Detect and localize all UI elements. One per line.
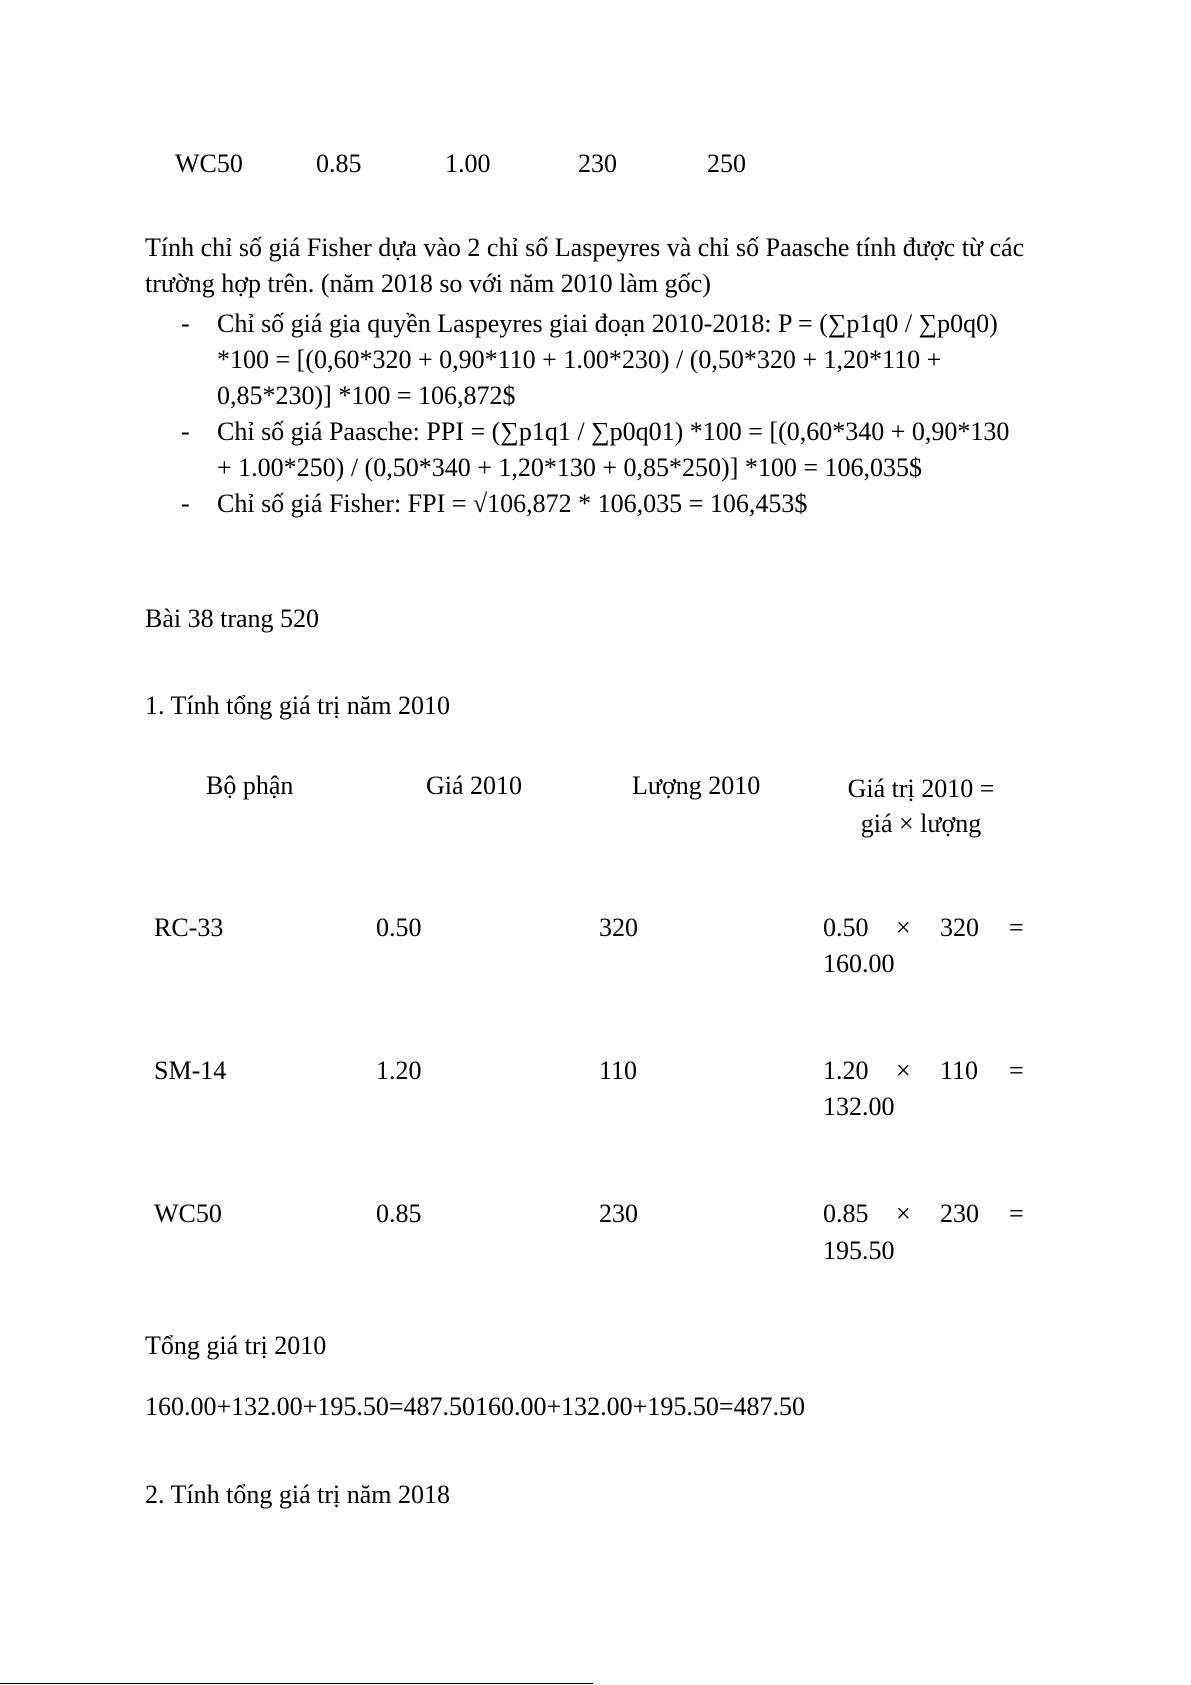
row-formula-b: 230 bbox=[940, 1199, 979, 1228]
row-equals: = bbox=[1009, 1056, 1024, 1085]
row-price: 1.20 bbox=[376, 1056, 422, 1085]
row-part: RC-33 bbox=[154, 913, 224, 942]
row-qty: 110 bbox=[599, 1056, 638, 1085]
bullet-text: Chỉ số giá Fisher: FPI = √106,872 * 106,035 = 106,453$ bbox=[217, 489, 808, 518]
header-value: Giá trị 2010 = giá × lượng bbox=[847, 774, 995, 838]
row-equals: = bbox=[1009, 1199, 1024, 1228]
total-label: Tổng giá trị 2010 bbox=[145, 1331, 327, 1360]
bullet-paasche bbox=[175, 414, 1015, 486]
top-row-part: WC50 bbox=[175, 149, 243, 178]
row-times: × bbox=[896, 1056, 911, 1085]
row-qty: 230 bbox=[599, 1199, 638, 1228]
row-price: 0.50 bbox=[376, 913, 422, 942]
bullet-dash: - bbox=[181, 309, 190, 338]
bullet-laspeyres bbox=[175, 306, 1015, 414]
bullet-fisher bbox=[175, 486, 1015, 522]
bullet-text: Chỉ số giá Paasche: PPI = (∑p1q1 / ∑p0q01) *100 = [(0,60*340 + 0,90*130 + 1.00*250) / (0,50*340 + 1,20*130 + 0,85*250)] *100 = 106,035$ bbox=[217, 417, 1010, 482]
row-times: × bbox=[896, 1199, 911, 1228]
row-formula-a: 0.50 bbox=[823, 913, 869, 942]
row-formula-a: 1.20 bbox=[823, 1056, 869, 1085]
top-row-qty-2018: 250 bbox=[707, 149, 746, 178]
row-price: 0.85 bbox=[376, 1199, 422, 1228]
top-row-qty-2010: 230 bbox=[578, 149, 617, 178]
row-equals: = bbox=[1009, 913, 1024, 942]
exercise-title: Bài 38 trang 520 bbox=[145, 604, 320, 633]
row-formula-b: 110 bbox=[940, 1056, 979, 1085]
row-part: WC50 bbox=[154, 1199, 222, 1228]
total-formula: 160.00+132.00+195.50=487.50160.00+132.00+195.50=487.50 bbox=[145, 1392, 805, 1421]
bullet-dash: - bbox=[181, 417, 190, 446]
top-row-price-2018: 1.00 bbox=[445, 149, 491, 178]
bullet-dash: - bbox=[181, 489, 190, 518]
row-qty: 320 bbox=[599, 913, 638, 942]
header-qty: Lượng 2010 bbox=[632, 771, 761, 800]
row-times: × bbox=[896, 913, 911, 942]
row-result: 195.50 bbox=[823, 1236, 895, 1265]
fisher-intro-paragraph: Tính chỉ số giá Fisher dựa vào 2 chỉ số Laspeyres và chỉ số Paasche tính được từ các trường hợp trên. (năm 2018 so với năm 2010 làm gốc) bbox=[145, 233, 1025, 298]
row-part: SM-14 bbox=[154, 1056, 227, 1085]
top-row-price-2010: 0.85 bbox=[316, 149, 362, 178]
footnote-separator-line bbox=[0, 1683, 593, 1684]
row-result: 132.00 bbox=[823, 1092, 895, 1121]
bullet-text: Chỉ số giá gia quyền Laspeyres giai đoạn 2010-2018: P = (∑p1q0 / ∑p0q0) *100 = [(0,60*320 + 0,90*110 + 1.00*230) / (0,50*320 + 1,20*110 + 0,85*230)] *100 = 106,872$ bbox=[217, 309, 998, 410]
header-price: Giá 2010 bbox=[426, 771, 523, 800]
row-formula-b: 320 bbox=[940, 913, 979, 942]
index-bullet-list bbox=[175, 306, 1015, 522]
header-part: Bộ phận bbox=[206, 771, 294, 800]
row-formula-a: 0.85 bbox=[823, 1199, 869, 1228]
section-1-title: 1. Tính tổng giá trị năm 2010 bbox=[145, 691, 450, 720]
row-result: 160.00 bbox=[823, 949, 895, 978]
section-2-title: 2. Tính tổng giá trị năm 2018 bbox=[145, 1480, 450, 1509]
